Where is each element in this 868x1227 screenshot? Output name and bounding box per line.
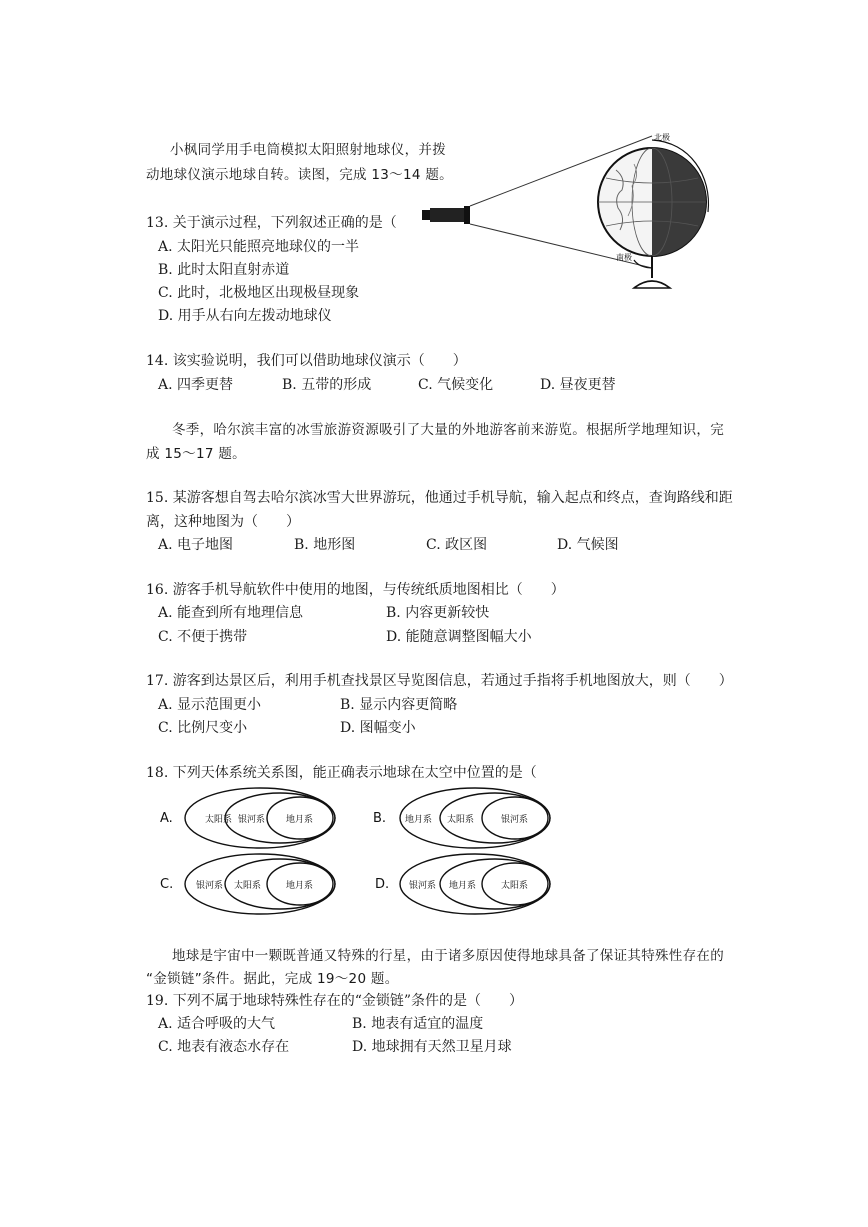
passage-3-line-2: “金锁链”条件。据此，完成 19～20 题。 xyxy=(146,971,399,987)
question-13-stem: 13. 关于演示过程，下列叙述正确的是（ xyxy=(146,215,397,231)
q18-d-middle-label: 地月系 xyxy=(449,881,477,891)
q18-b-inner-label: 银河系 xyxy=(501,815,529,825)
q17-option-a[interactable]: A. 显示范围更小 xyxy=(158,697,262,713)
q18-b-outer-label: 地月系 xyxy=(405,815,433,825)
question-15-stem-line-2: 离，这种地图为（ ） xyxy=(146,514,300,530)
q18-c-inner-label: 地月系 xyxy=(286,881,314,891)
q17-option-b[interactable]: B. 显示内容更简略 xyxy=(340,697,458,713)
flashlight-icon xyxy=(422,206,470,224)
question-17-stem: 17. 游客到达景区后，利用手机查找景区导览图信息，若通过手指将手机地图放大，则（ ） xyxy=(146,673,733,689)
question-14-stem: 14. 该实验说明，我们可以借助地球仪演示（ ） xyxy=(146,353,467,369)
passage-1-line-1: 小枫同学用手电筒模拟太阳照射地球仪，并拨 xyxy=(170,142,446,158)
q13-option-a[interactable]: A. 太阳光只能照亮地球仪的一半 xyxy=(158,239,360,255)
question-18-stem: 18. 下列天体系统关系图，能正确表示地球在太空中位置的是（ xyxy=(146,765,537,781)
q14-option-c[interactable]: C. 气候变化 xyxy=(418,377,494,393)
passage-3-line-1: 地球是宇宙中一颗既普通又特殊的行星，由于诸多原因使得地球具备了保证其特殊性存在的 xyxy=(172,948,724,964)
q19-option-a[interactable]: A. 适合呼吸的大气 xyxy=(158,1016,276,1032)
passage-2-line-2: 成 15～17 题。 xyxy=(146,446,246,462)
q17-option-d[interactable]: D. 图幅变小 xyxy=(340,720,416,736)
q18-diagram-a-letter: A. xyxy=(160,811,173,826)
q18-a-inner-label: 地月系 xyxy=(286,815,314,825)
passage-2-line-1: 冬季，哈尔滨丰富的冰雪旅游资源吸引了大量的外地游客前来游览。根据所学地理知识，完 xyxy=(172,422,724,438)
globe-flashlight-figure xyxy=(420,128,720,300)
q18-d-outer-label: 银河系 xyxy=(409,881,437,891)
q19-option-c[interactable]: C. 地表有液态水存在 xyxy=(158,1039,290,1055)
q13-option-b[interactable]: B. 此时太阳直射赤道 xyxy=(158,262,290,278)
q15-option-a[interactable]: A. 电子地图 xyxy=(158,537,234,553)
globe-icon xyxy=(598,140,708,288)
q13-option-c[interactable]: C. 此时，北极地区出现极昼现象 xyxy=(158,285,360,301)
q18-a-outer-label: 太阳系 xyxy=(205,815,233,825)
question-15-stem-line-1: 15. 某游客想自驾去哈尔滨冰雪大世界游玩，他通过手机导航，输入起点和终点，查询路线和距 xyxy=(146,490,733,506)
q17-option-c[interactable]: C. 比例尺变小 xyxy=(158,720,248,736)
q18-c-outer-label: 银河系 xyxy=(196,881,224,891)
q15-option-b[interactable]: B. 地形图 xyxy=(294,537,356,553)
q19-option-b[interactable]: B. 地表有适宜的温度 xyxy=(352,1016,484,1032)
question-16-stem: 16. 游客手机导航软件中使用的地图，与传统纸质地图相比（ ） xyxy=(146,582,565,598)
q18-diagram-b[interactable] xyxy=(365,782,555,854)
q16-option-d[interactable]: D. 能随意调整图幅大小 xyxy=(386,629,532,645)
q15-option-c[interactable]: C. 政区图 xyxy=(426,537,488,553)
q18-diagram-a[interactable] xyxy=(150,782,340,854)
q16-option-b[interactable]: B. 内容更新较快 xyxy=(386,605,490,621)
q18-diagram-d-letter: D. xyxy=(375,877,390,892)
q15-option-d[interactable]: D. 气候图 xyxy=(557,537,619,553)
q14-option-d[interactable]: D. 昼夜更替 xyxy=(540,377,616,393)
q18-b-middle-label: 太阳系 xyxy=(447,815,475,825)
passage-1-line-2: 动地球仪演示地球自转。读图，完成 13～14 题。 xyxy=(146,167,453,183)
globe-label-north: 北极 xyxy=(654,133,670,142)
q16-option-a[interactable]: A. 能查到所有地理信息 xyxy=(158,605,304,621)
q18-diagram-c-letter: C. xyxy=(160,877,174,892)
q14-option-b[interactable]: B. 五带的形成 xyxy=(282,377,372,393)
q18-a-middle-label: 银河系 xyxy=(238,815,266,825)
q16-option-c[interactable]: C. 不便于携带 xyxy=(158,629,248,645)
q18-c-middle-label: 太阳系 xyxy=(234,881,262,891)
q19-option-d[interactable]: D. 地球拥有天然卫星月球 xyxy=(352,1039,512,1055)
globe-label-south: 南极 xyxy=(616,253,632,262)
q18-diagram-b-letter: B. xyxy=(373,811,387,826)
q18-diagram-c[interactable] xyxy=(150,848,340,920)
q13-option-d[interactable]: D. 用手从右向左拨动地球仪 xyxy=(158,308,332,324)
q14-option-a[interactable]: A. 四季更替 xyxy=(158,377,234,393)
question-19-stem: 19. 下列不属于地球特殊性存在的“金锁链”条件的是（ ） xyxy=(146,993,524,1009)
q18-d-inner-label: 太阳系 xyxy=(501,881,529,891)
q18-diagram-d[interactable] xyxy=(365,848,555,920)
